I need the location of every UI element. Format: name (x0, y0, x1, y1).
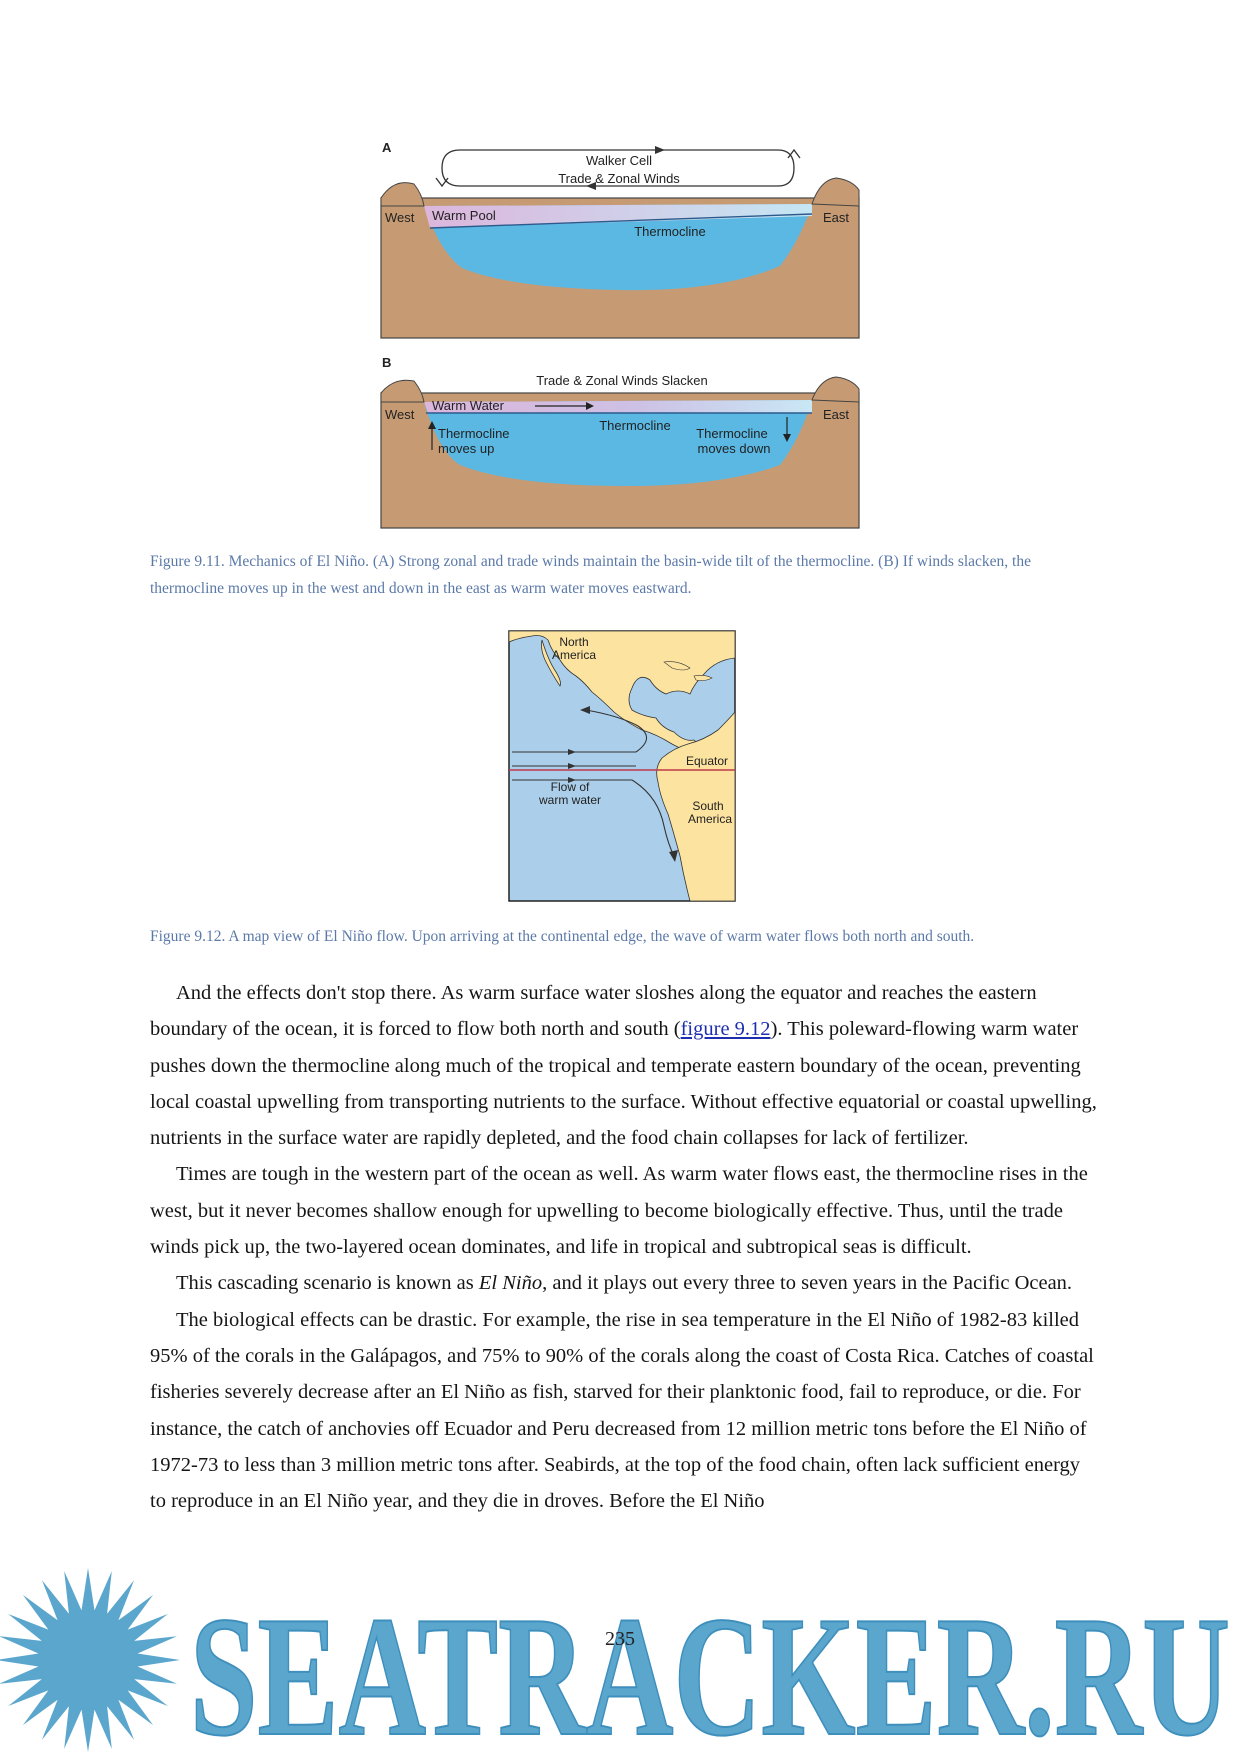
walker-cell-label: Walker Cell (586, 153, 652, 168)
flow-label-1: Flow of (550, 780, 590, 794)
panel-label-a: A (382, 140, 392, 155)
equator-label: Equator (685, 754, 728, 768)
figure-9-12-caption: Figure 9.12. A map view of El Niño flow. Upon arriving at the continental edge, the wave of warm water flows both north and south. (150, 928, 975, 945)
warm-pool-label: Warm Pool (432, 208, 496, 223)
west-coast (381, 183, 424, 206)
south-america-label-2: America (687, 812, 733, 826)
thermocline-label-a: Thermocline (634, 224, 706, 239)
flow-label-2: warm water (538, 793, 602, 807)
south-america-label-1: South (692, 799, 724, 813)
north-america-label-2: America (551, 648, 597, 662)
paragraph-1: And the effects don't stop there. As warm surface water sloshes along the equator and reaches the eastern boundary of the ocean, it is forced to flow both north and south (figure 9.12). This poleward-flowing warm water pushes down the thermocline along much of the tropical and temperate eastern boundary of the ocean, preventing local coastal upwelling from transporting nutrients to the surface. Without effective equatorial or coastal upwelling, nutrients in the surface water are rapidly depleted, and the food chain collapses for lack of fertilizer. (150, 982, 1097, 1150)
figure-9-12-link[interactable]: figure 9.12 (680, 1018, 771, 1041)
walker-cell-arrow-right (655, 146, 665, 154)
el-nino-map (508, 630, 736, 902)
seatracker-watermark (0, 1560, 1240, 1754)
moves-up-label-1: Thermocline (438, 426, 510, 441)
moves-up-label-2: moves up (438, 441, 495, 456)
watermark-text: SEATRACKER.RU (190, 1582, 1230, 1754)
paragraph-4: The biological effects can be drastic. For example, the rise in sea temperature in the El Niño of 1982-83 killed 95% of the corals in the Galápagos, and 75% to 90% of the corals along the coast of Costa Rica. Catches of coastal fisheries severely decrease after an El Niño as fish, starved for their planktonic food, fail to reproduce, or die. For instance, the catch of anchovies off Ecuador and Peru decreased from 12 million metric tons before the El Niño of 1972-73 to less than 3 million metric tons after. Seabirds, at the top of the food chain, often lack sufficient energy to reproduce in an El Niño year, and they die in droves. Before the El Niño (150, 1308, 1094, 1513)
panel-label-b: B (382, 355, 392, 370)
page-number: 235 (605, 1628, 635, 1650)
figure-b-diagram (380, 355, 860, 530)
thermocline-label-b: Thermocline (599, 418, 671, 433)
east-coast (812, 178, 859, 206)
figure-9-11-caption: Figure 9.11. Mechanics of El Niño. (A) Strong zonal and trade winds maintain the basin-wide tilt of the thermocline. (B) If winds slacken, the thermocline moves up in the west and down in the east as warm water moves eastward. (150, 553, 1031, 597)
paragraph-2: Times are tough in the western part of the ocean as well. As warm water flows east, the thermocline rises in the west, but it never becomes shallow enough for upwelling to become biologically effective. Thus, until the trade winds pick up, the two-layered ocean dominates, and life in tropical and subtropical seas is difficult. (150, 1163, 1088, 1259)
north-america-label-1: North (559, 635, 589, 649)
moves-down-label-1: Thermocline (696, 426, 768, 441)
warm-water-label: Warm Water (432, 398, 504, 413)
body-text (150, 975, 1100, 1519)
sun-icon (0, 1568, 180, 1752)
east-label-a: East (823, 210, 850, 225)
east-label-b: East (823, 407, 850, 422)
west-label-b: West (385, 407, 415, 422)
trade-winds-label: Trade & Zonal Winds (558, 171, 680, 186)
east-coast-b (812, 377, 859, 402)
paragraph-3: This cascading scenario is known as El Niño, and it plays out every three to seven years in the Pacific Ocean. (176, 1272, 1073, 1295)
winds-slacken-label: Trade & Zonal Winds Slacken (536, 373, 708, 388)
moves-down-label-2: moves down (697, 441, 771, 456)
west-label-a: West (385, 210, 415, 225)
west-coast-b (381, 380, 424, 402)
figure-a-diagram (380, 140, 860, 340)
